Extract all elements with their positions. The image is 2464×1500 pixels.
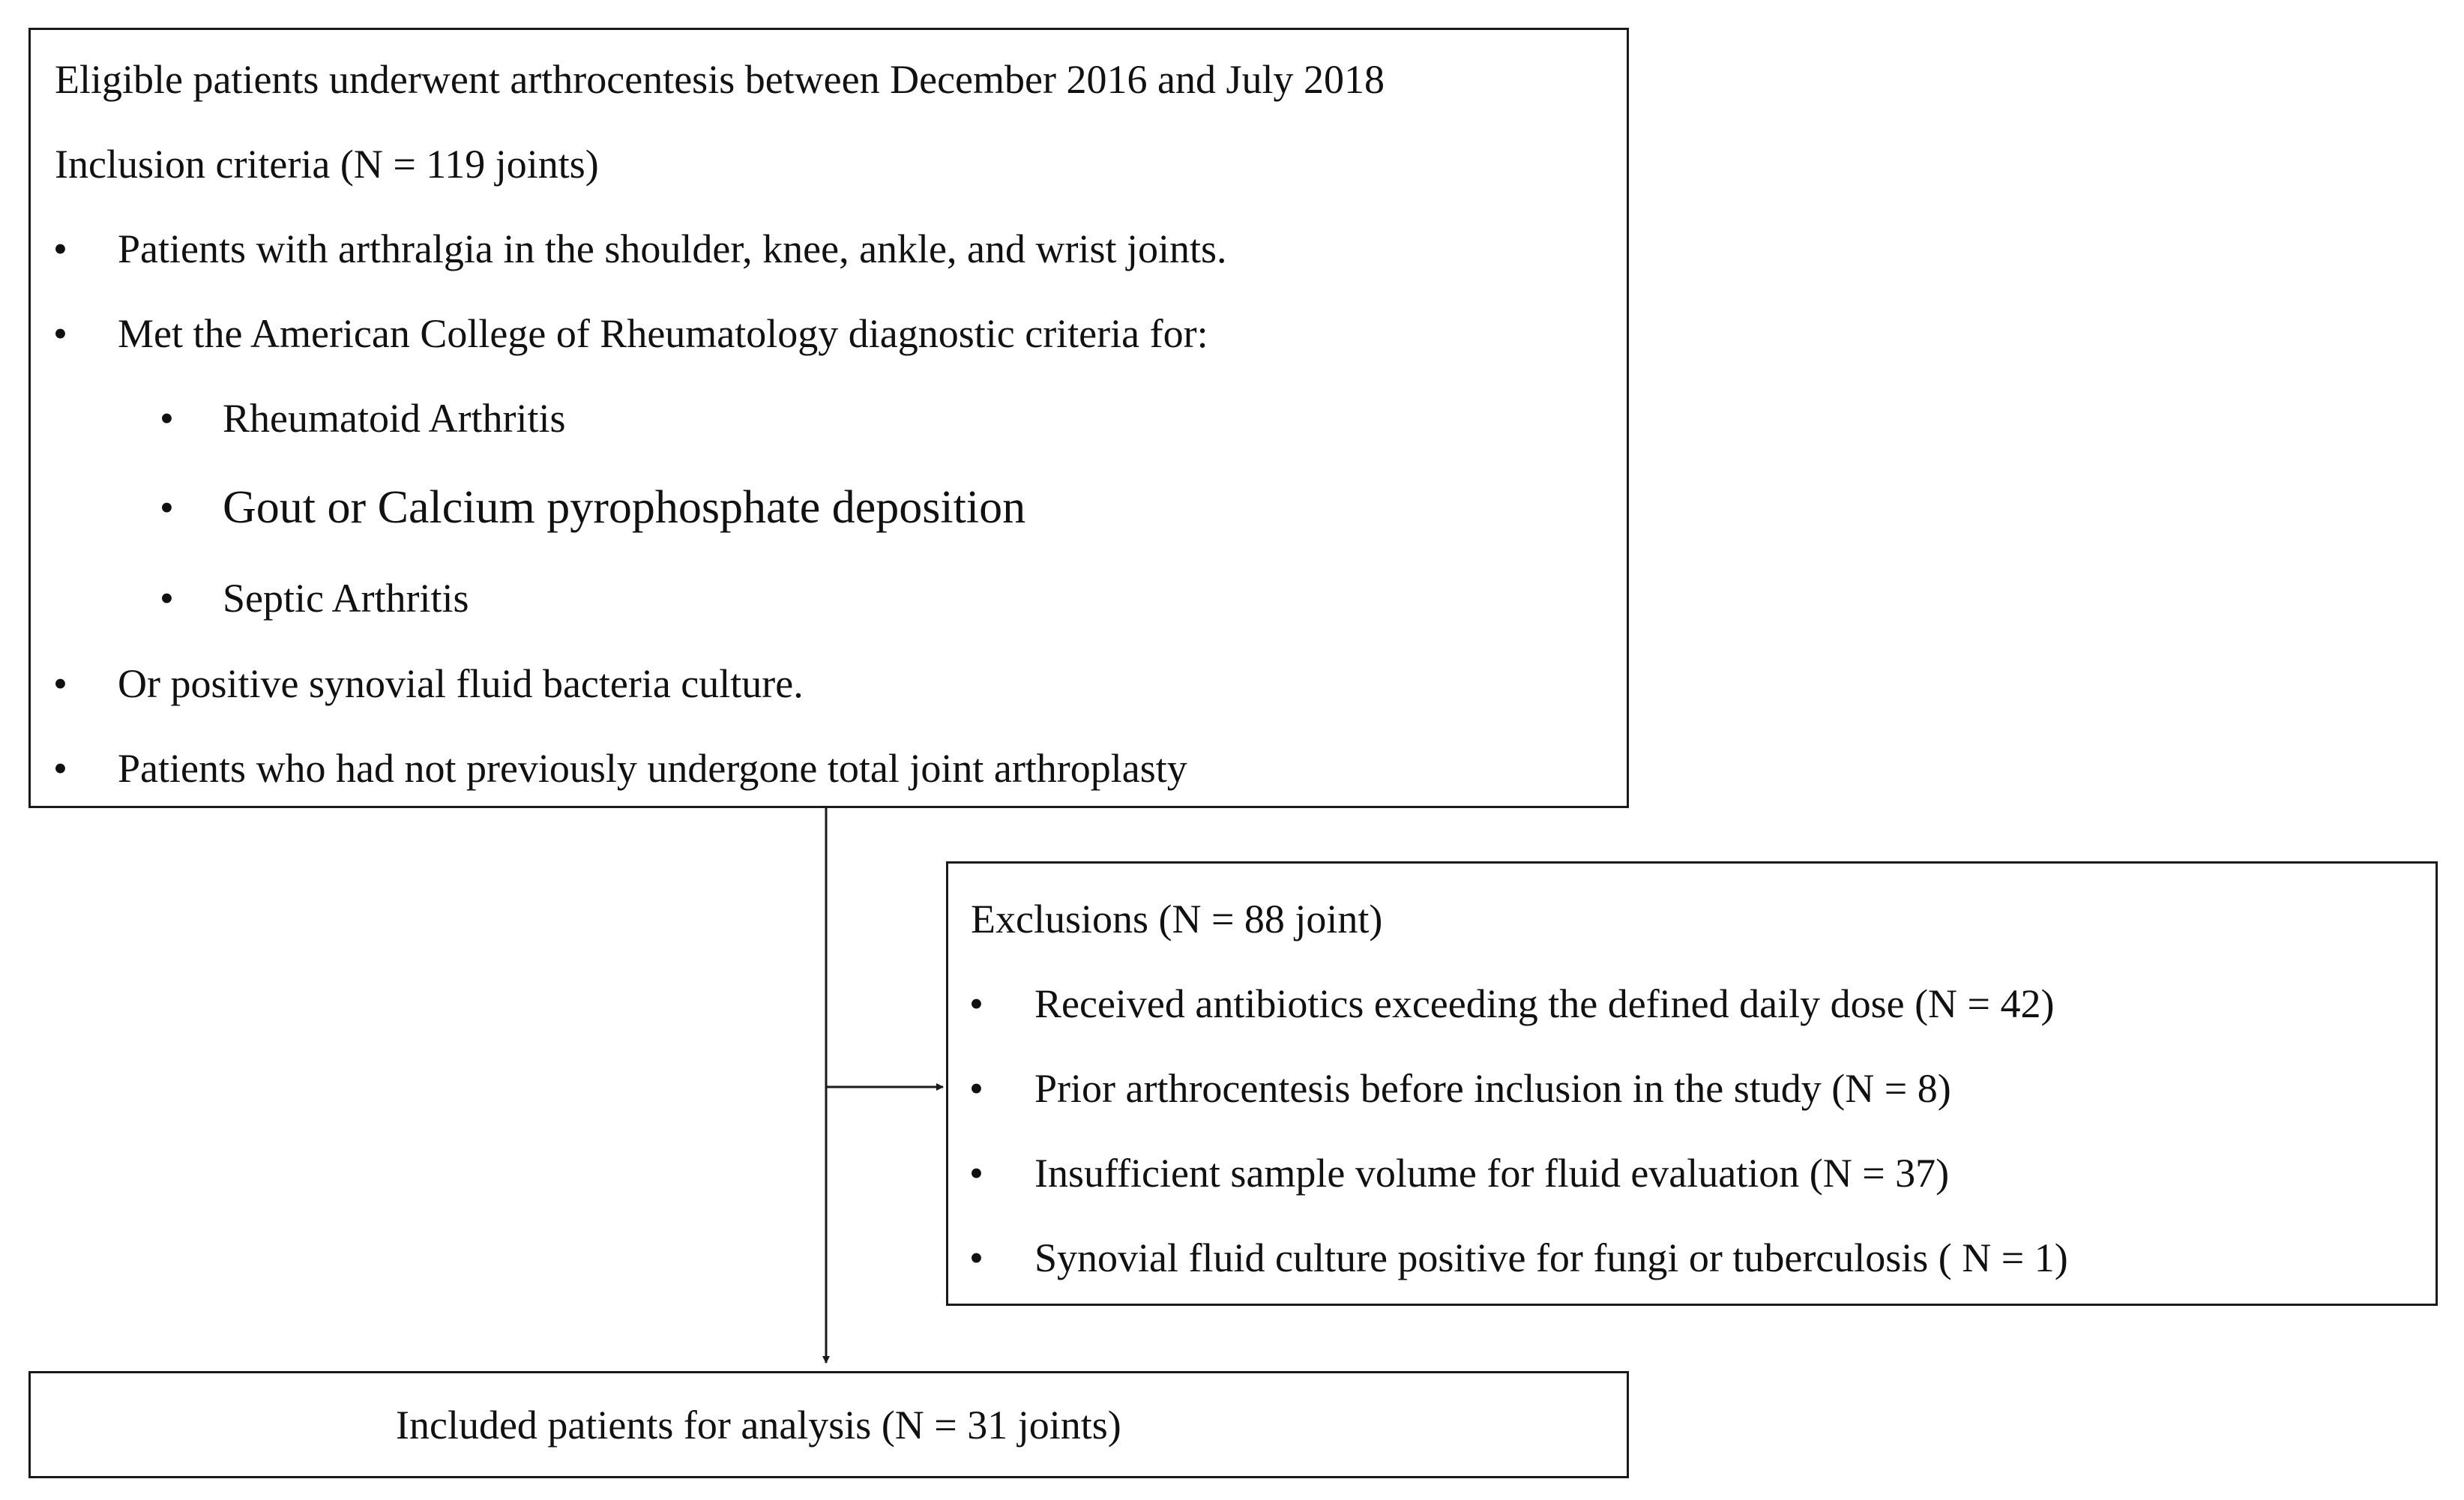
inclusion-item: Patients with arthralgia in the shoulder, knee, ankle, and wrist joints.	[118, 226, 1227, 271]
exclusion-item: Prior arthrocentesis before inclusion in the study (N = 8)	[1034, 1066, 1951, 1111]
included-patients-label: Included patients for analysis (N = 31 joints)	[396, 1403, 1121, 1448]
bullet-marker: •	[969, 981, 984, 1026]
diagnosis-item: Rheumatoid Arthritis	[223, 396, 566, 441]
sub-bullet-marker: •	[160, 396, 174, 441]
diagnosis-item: Septic Arthritis	[223, 576, 469, 621]
bullet-marker: •	[53, 746, 67, 791]
inclusion-item: Met the American College of Rheumatology diagnostic criteria for:	[118, 311, 1208, 356]
eligibility-heading: Eligible patients underwent arthrocentesis between December 2016 and July 2018	[55, 57, 1385, 102]
bullet-marker: •	[969, 1151, 984, 1196]
exclusions-title: Exclusions (N = 88 joint)	[971, 897, 1383, 942]
included-patients-box	[28, 1371, 1629, 1478]
bullet-marker: •	[53, 311, 67, 356]
bullet-marker: •	[969, 1066, 984, 1111]
inclusion-item: Patients who had not previously undergone total joint arthroplasty	[118, 746, 1187, 791]
bullet-marker: •	[53, 661, 67, 706]
sub-bullet-marker: •	[160, 485, 174, 530]
inclusion-criteria-box	[28, 28, 1629, 808]
exclusion-item: Received antibiotics exceeding the defined daily dose (N = 42)	[1034, 981, 2055, 1026]
bullet-marker: •	[53, 226, 67, 271]
sub-bullet-marker: •	[160, 576, 174, 621]
exclusion-item: Insufficient sample volume for fluid evaluation (N = 37)	[1034, 1151, 1950, 1196]
inclusion-criteria-title: Inclusion criteria (N = 119 joints)	[55, 142, 599, 187]
inclusion-item: Or positive synovial fluid bacteria culture.	[118, 661, 804, 706]
diagnosis-item: Gout or Calcium pyrophosphate deposition	[223, 482, 1026, 533]
exclusions-box	[946, 861, 2438, 1306]
bullet-marker: •	[969, 1235, 984, 1280]
exclusion-item: Synovial fluid culture positive for fungi or tuberculosis ( N = 1)	[1034, 1235, 2068, 1280]
